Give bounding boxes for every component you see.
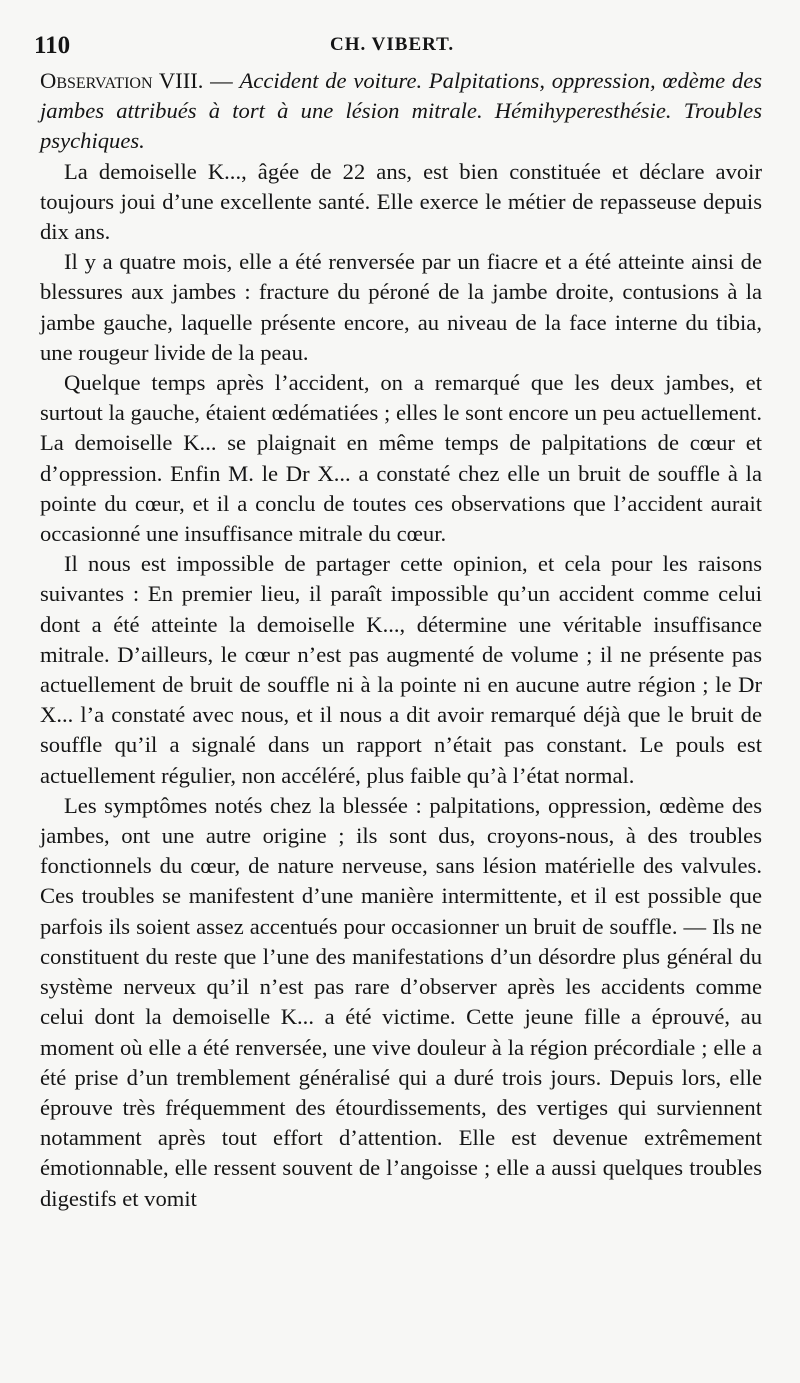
running-head: CH. VIBERT. — [330, 34, 455, 55]
page-header — [34, 32, 774, 64]
body-text — [40, 66, 762, 1214]
page-number: 110 — [34, 32, 71, 59]
observation-heading — [40, 66, 762, 157]
paragraph: La demoiselle K..., âgée de 22 ans, est bien constituée et déclare avoir toujours joui d’une excellente santé. Elle exerce le métier de repasseuse depuis dix ans. — [40, 158, 762, 245]
paragraph: Quelque temps après l’accident, on a remarqué que les deux jambes, et surtout la gauche, étaient œdématiées ; elles le sont encore un peu actuellement. La demoiselle K... se plaignait en même temps de palpitations de cœur et d’oppression. Enfin M. le Dr X... a constaté chez elle un bruit de souffle à la pointe du cœur, et il a conclu de toutes ces observations que l’accident aurait occasionné une insuffisance mitrale du cœur. — [40, 370, 762, 547]
observation-dash: — — [203, 68, 240, 93]
paragraph: Les symptômes notés chez la blessée : palpitations, oppression, œdème des jambes, ont une autre origine ; ils sont dus, croyons-nous, à des troubles fonctionnels du cœur, de nature nerveuse, sans lésion matérielle des valvules. Ces troubles se manifestent d’une manière intermittente, et il est possible que parfois ils soient assez accentués pour occasionner un bruit de souffle. — Ils ne constituent du reste que l’une des manifestations d’un désordre plus général du système nerveux qu’il n’est pas rare d’observer après les accidents comme celui dont la demoiselle K... a été victime. Cette jeune fille a éprouvé, au moment où elle a été renversée, une vive douleur à la région précordiale ; elle a été prise d’un tremblement généralisé qui a duré trois jours. Depuis lors, elle éprouve très fréquemment des étourdissements, des vertiges qui surviennent notamment après tout effort d’attention. Elle est devenue extrêmement émotionnable, elle ressent souvent de l’angoisse ; elle a aussi quelques troubles digestifs et vomit — [40, 792, 762, 1211]
observation-label: Observation VIII. — [40, 68, 204, 93]
paragraph: Il y a quatre mois, elle a été renversée par un fiacre et a été atteinte ainsi de blessures aux jambes : fracture du péroné de la jambe droite, contusions à la jambe gauche, laquelle présente encore, au niveau de la face interne du tibia, une rougeur livide de la peau. — [40, 249, 762, 365]
observation-title: Accident de voiture. Palpitations, oppression, œdème des jambes attribués à tort à une lésion mitrale. Hémihyperesthésie. Troubles psychiques. — [40, 68, 763, 154]
paragraph: Il nous est impossible de partager cette opinion, et cela pour les raisons suivantes : En premier lieu, il paraît impossible qu’un accident comme celui dont a été atteinte la demoiselle K..., détermine une véritable insuffisance mitrale. D’ailleurs, le cœur n’est pas augmenté de volume ; il ne présente pas actuellement de bruit de souffle ni à la pointe ni en aucune autre région ; le Dr X... l’a constaté avec nous, et il nous a dit avoir remarqué déjà que le bruit de souffle qu’il a signalé dans un rapport n’était pas constant. Le pouls est actuellement régulier, non accéléré, plus faible qu’à l’état normal. — [40, 551, 762, 788]
